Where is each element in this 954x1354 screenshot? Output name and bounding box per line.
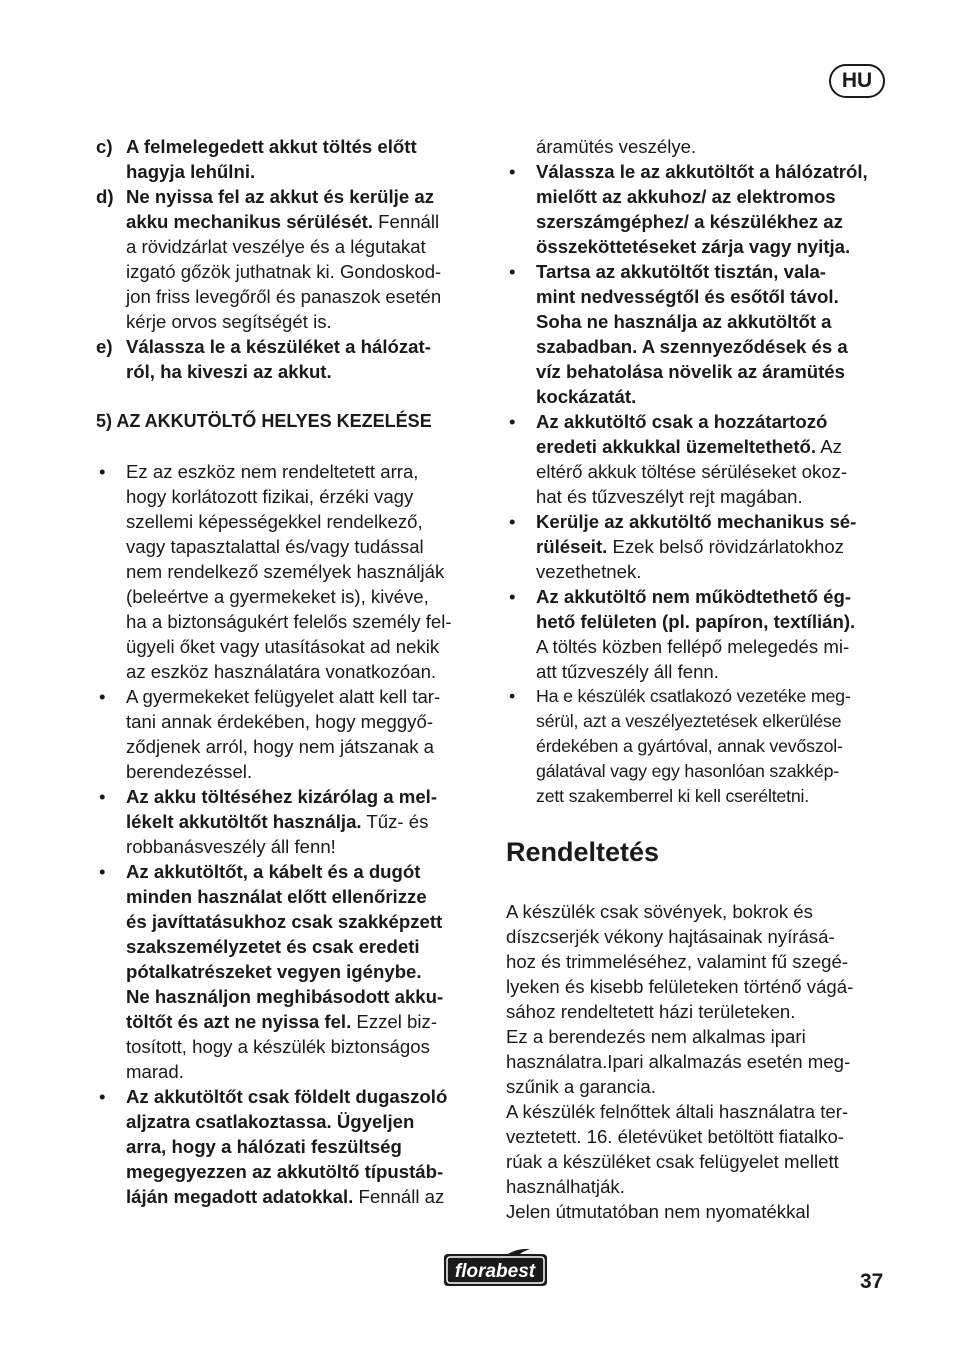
bullet-item-10 bbox=[506, 584, 892, 684]
list-marker: c) bbox=[96, 136, 113, 157]
bullet-item-2 bbox=[96, 684, 482, 784]
bullet-marker: • bbox=[509, 586, 516, 607]
list-text: Válassza le a készüléket a hálózat- ról, ha kiveszi az akkut. bbox=[126, 336, 431, 382]
section-title: 5) AZ AKKUTÖLTŐ HELYES KEZELÉSE bbox=[96, 411, 432, 431]
bullet-marker: • bbox=[99, 786, 106, 807]
page-number: 37 bbox=[860, 1270, 884, 1293]
bullet-marker: • bbox=[99, 1086, 106, 1107]
bullet-item-1 bbox=[96, 459, 482, 684]
bullet-text: Az akkutöltőt csak földelt dugaszoló aljzatra csatlakoztassa. Ügyeljen arra, hogy a hálózati feszültség megegyezzen az akkutöltő típustáb- láján megadott adatokkal. Fennáll az bbox=[126, 1086, 448, 1207]
bullet-marker: • bbox=[509, 261, 516, 282]
list-text: A felmelegedett akkut töltés előtt hagyja lehűlni. bbox=[126, 136, 417, 182]
bullet-marker: • bbox=[99, 686, 106, 707]
bullet-text: Válassza le az akkutöltőt a hálózatról, mielőtt az akkuhoz/ az elektromos szerszámgéphez/ a készülékhez az összeköttetéseket zárja vagy nyitja. bbox=[536, 161, 868, 257]
list-item-c bbox=[96, 134, 482, 184]
brand-logo bbox=[438, 1246, 551, 1290]
bullet-item-3 bbox=[96, 784, 482, 859]
bullet-text: Ez az eszköz nem rendeltetett arra, hogy korlátozott fizikai, érzéki vagy szellemi képességekkel rendelkező, vagy tapasztalattal és/vagy tudással nem rendelkező személyek használják (beleértve a gyermekeket is), kivéve, ha a biztonságukért felelős személy fel- ügyeli őket vagy utasításokat ad nekik az eszköz használatára vonatkozóan. bbox=[126, 461, 452, 682]
right-column bbox=[506, 134, 892, 1224]
bullet-item-7 bbox=[506, 259, 892, 409]
bullet-marker: • bbox=[509, 411, 516, 432]
bullet-marker: • bbox=[509, 686, 516, 706]
bullet-text: Az akkutöltő nem működtethető ég- hető felületen (pl. papíron, textílián). A töltés közben fellépő melegedés mi- att tűzveszély áll fenn. bbox=[536, 586, 856, 682]
list-text: Ne nyissa fel az akkut és kerülje az akku mechanikus sérülését. Fennáll a rövidzárlat veszélye és a légutakat izgató gőzök juthatnak ki. Gondoskod- jon friss levegőről és panaszok esetén kérje orvos segítségét is. bbox=[126, 186, 442, 332]
bullet-item-9 bbox=[506, 509, 892, 584]
bullet-marker: • bbox=[99, 861, 106, 882]
list-item-e bbox=[96, 334, 482, 384]
bullet-text: Tartsa az akkutöltőt tisztán, vala- mint nedvességtől és esőtől távol. Soha ne használja az akkutöltőt a szabadban. A szennyeződések és a víz behatolása növelik az áramütés kockázatát. bbox=[536, 261, 848, 407]
bullet-text: Ha e készülék csatlakozó vezetéke meg- sérül, azt a veszélyeztetések elkerülése érdekében a gyártóval, annak vevőszol- gálatával vagy egy hasonlóan szakkép- zett szakemberrel ki kell cseréltetni. bbox=[536, 686, 851, 806]
bullet-item-11 bbox=[506, 684, 892, 809]
bullet-marker: • bbox=[509, 511, 516, 532]
bullet-text: Kerülje az akkutöltő mechanikus sé- rüléseit. Ezek belső rövidzárlatokhoz vezethetnek. bbox=[536, 511, 857, 582]
bullet-text: Az akkutöltő csak a hozzátartozó eredeti akkukkal üzemeltethető. Az eltérő akkuk töltése sérüléseket okoz- hat és tűzveszélyt rejt magában. bbox=[536, 411, 848, 507]
bullet-marker: • bbox=[99, 461, 106, 482]
bullet-item-5 bbox=[96, 1084, 482, 1209]
bullet-marker: • bbox=[509, 161, 516, 182]
list-item-d bbox=[96, 184, 482, 334]
bullet-text: A gyermekeket felügyelet alatt kell tar- tani annak érdekében, hogy meggyő- ződjenek arról, hogy nem játszanak a berendezéssel. bbox=[126, 686, 441, 782]
bullet-text: Az akku töltéséhez kizárólag a mel- lékelt akkutöltőt használja. Tűz- és robbanásveszély áll fenn! bbox=[126, 786, 438, 857]
continued-text: áramütés veszélye. bbox=[536, 136, 697, 157]
bullet-item-4 bbox=[96, 859, 482, 1084]
language-badge: HU bbox=[829, 64, 885, 98]
list-marker: d) bbox=[96, 186, 114, 207]
intended-use-paragraph: A készülék csak sövények, bokrok és díszcserjék vékony hajtásainak nyírásá- hoz és trimmeléséhez, valamint fű szegé- lyeken és kisebb felületeken történő vágá- sához rendeltetett házi területeken. Ez a berendezés nem alkalmas ipari használatra.Ipari alkalmazás esetén meg- szűnik a garancia. A készülék felnőttek általi használatra ter- veztetett. 16. életévüket betöltött fiatalko- rúak a készüléket csak felügyelet mellett használhatják. Jelen útmutatóban nem nyomatékkal bbox=[506, 901, 854, 1222]
bullet-item-8 bbox=[506, 409, 892, 509]
svg-text:florabest: florabest bbox=[454, 1261, 536, 1282]
bullet-text: Az akkutöltőt, a kábelt és a dugót minden használat előtt ellenőrizze és javíttatásukhoz csak szakképzett szakszemélyzetet és csak eredeti pótalkatrészeket vegyen igénybe. Ne használjon meghibásodott akku- töltőt és azt ne nyissa fel. Ezzel biz- tosított, hogy a készülék biztonságos marad. bbox=[126, 861, 444, 1082]
left-column bbox=[96, 134, 482, 1209]
florabest-logo-icon bbox=[438, 1246, 551, 1290]
bullet-item-6 bbox=[506, 159, 892, 259]
list-marker: e) bbox=[96, 336, 113, 357]
section-heading: Rendeltetés bbox=[506, 837, 660, 867]
